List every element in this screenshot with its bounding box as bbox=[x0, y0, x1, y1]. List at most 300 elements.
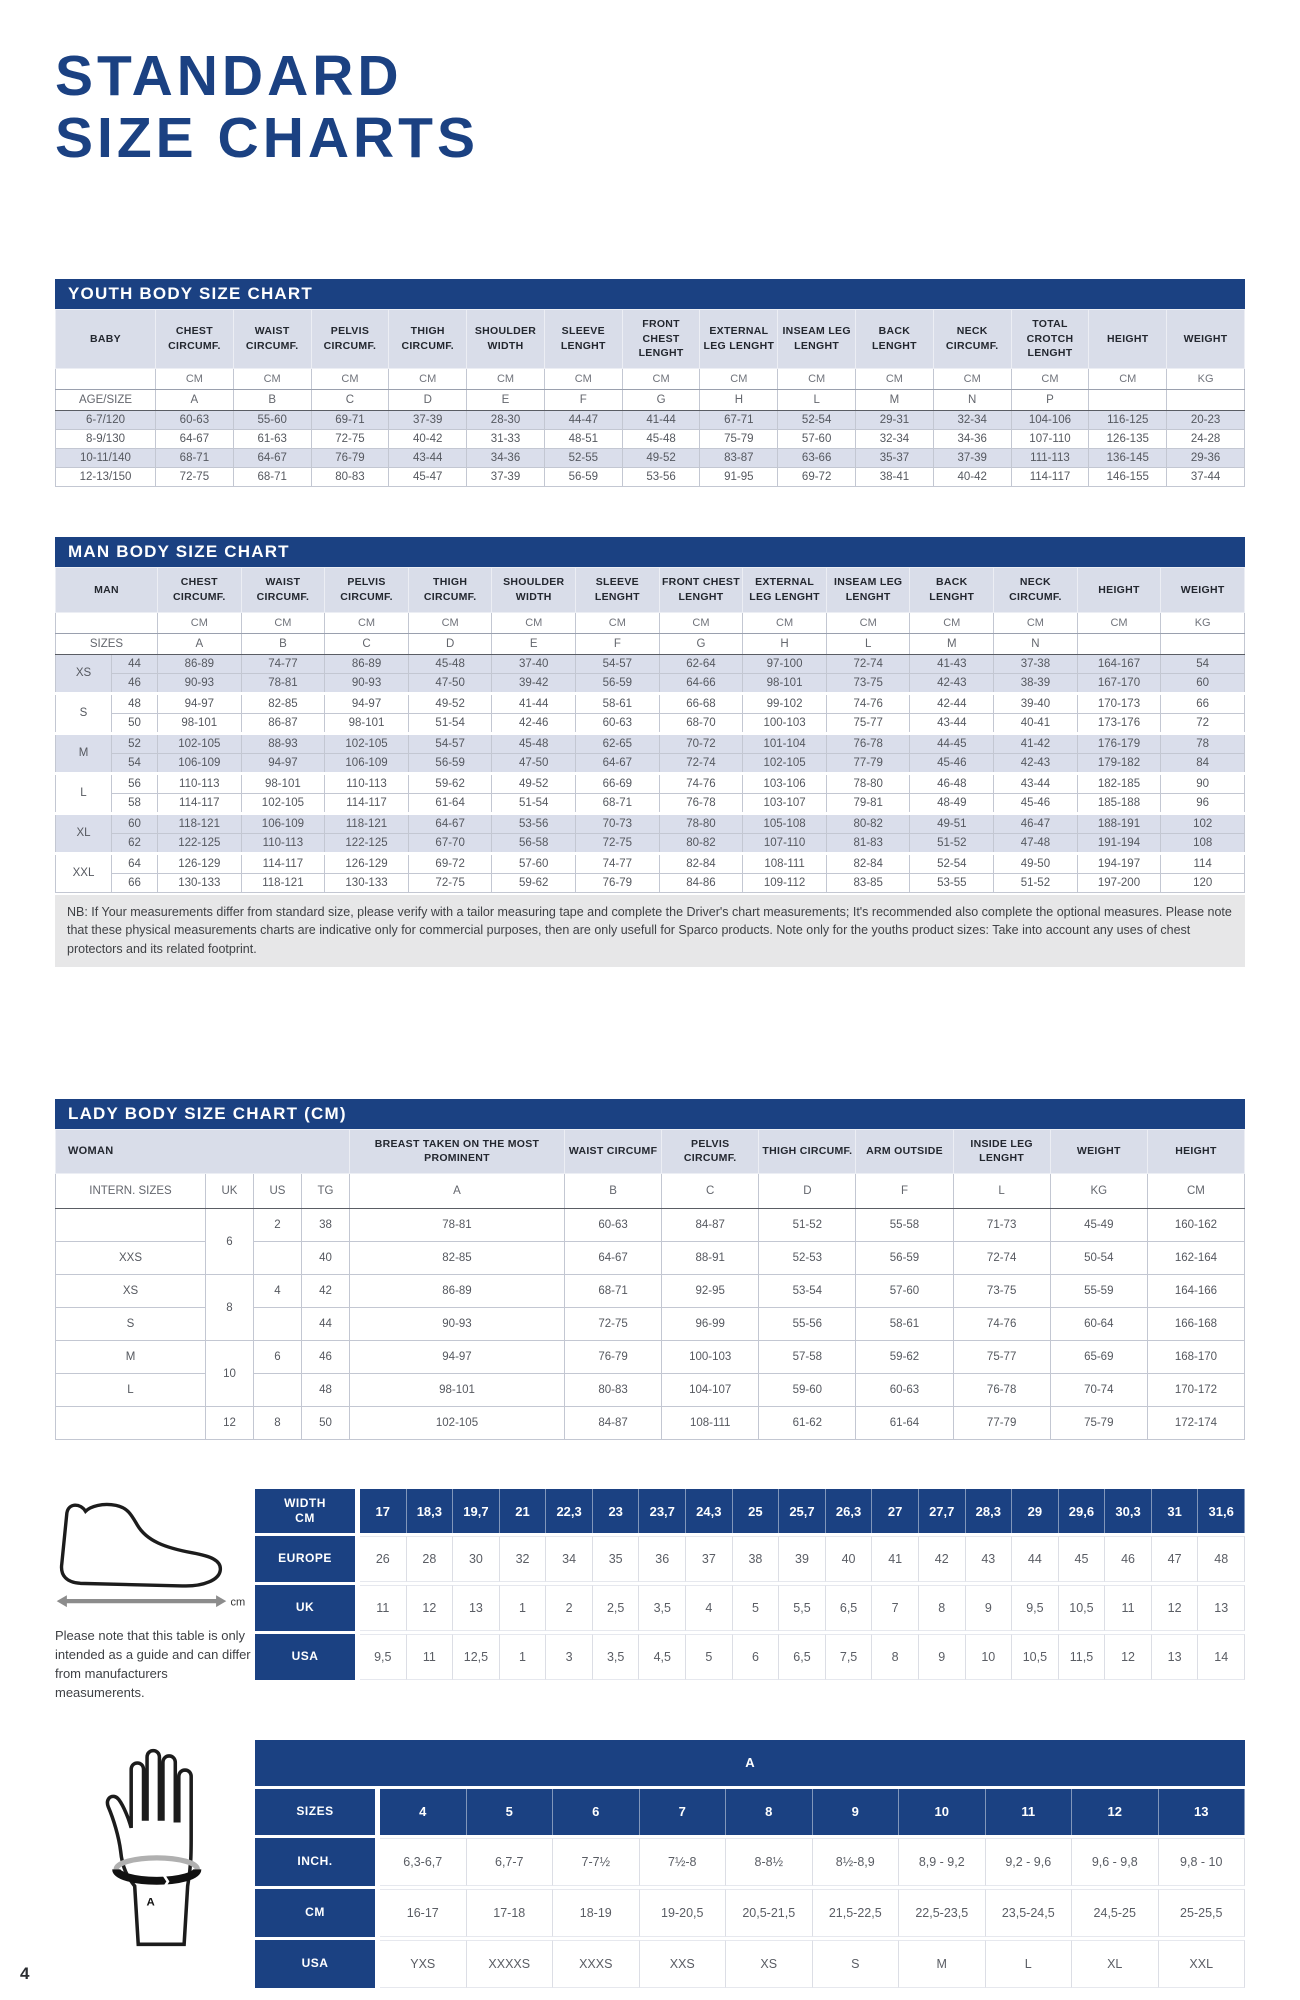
value-cell: 9 bbox=[813, 1789, 900, 1835]
value-cell: CM bbox=[233, 369, 311, 390]
value-cell: 45-49 bbox=[1050, 1209, 1147, 1242]
glove-art-block bbox=[55, 1737, 255, 1953]
page-title-line2: SIZE CHARTS bbox=[55, 105, 480, 170]
value-cell: 60-64 bbox=[1050, 1308, 1147, 1341]
value-cell: YXS bbox=[380, 1940, 467, 1988]
man-section-title: MAN BODY SIZE CHART bbox=[55, 537, 1245, 567]
value-cell: 68-71 bbox=[565, 1275, 662, 1308]
value-cell: 40 bbox=[826, 1536, 873, 1582]
value-cell: N bbox=[994, 633, 1078, 654]
value-cell: 45 bbox=[1059, 1536, 1106, 1582]
value-cell: 61-64 bbox=[856, 1407, 953, 1440]
value-cell: C bbox=[662, 1174, 759, 1209]
value-cell: 41-43 bbox=[910, 654, 994, 673]
column-header: INSIDE LEG LENGHT bbox=[953, 1129, 1050, 1173]
value-cell: 76-78 bbox=[826, 733, 910, 753]
value-cell: 11 bbox=[407, 1634, 454, 1680]
value-cell: 64-66 bbox=[659, 673, 743, 693]
value-cell: 55-58 bbox=[856, 1209, 953, 1242]
value-cell: H bbox=[700, 390, 778, 411]
value-cell: 24-28 bbox=[1167, 430, 1245, 449]
size-row bbox=[56, 693, 1245, 713]
value-cell: 83-87 bbox=[700, 449, 778, 468]
value-cell: 164-166 bbox=[1147, 1275, 1244, 1308]
value-cell: 48-51 bbox=[544, 430, 622, 449]
man-table-mount bbox=[55, 567, 1245, 892]
value-cell: 68-71 bbox=[233, 468, 311, 487]
column-header: WAIST CIRCUMF. bbox=[233, 310, 311, 369]
value-cell: 58 bbox=[112, 793, 158, 813]
column-header: EXTERNAL LEG LENGHT bbox=[743, 568, 827, 612]
value-cell: 42 bbox=[919, 1536, 966, 1582]
value-cell: 101-104 bbox=[743, 733, 827, 753]
value-cell: 19,7 bbox=[453, 1489, 500, 1533]
value-cell: 51-52 bbox=[994, 873, 1078, 892]
value-cell: 10,5 bbox=[1012, 1634, 1059, 1680]
value-cell: 11 bbox=[986, 1789, 1073, 1835]
column-header: PELVIS CIRCUMF. bbox=[311, 310, 389, 369]
value-cell: 79-81 bbox=[826, 793, 910, 813]
value-cell: 37-39 bbox=[389, 411, 467, 430]
value-cell: CM bbox=[743, 612, 827, 633]
value-cell: 53-54 bbox=[759, 1275, 856, 1308]
value-cell: 5,5 bbox=[779, 1585, 826, 1631]
value-cell: 136-145 bbox=[1089, 449, 1167, 468]
value-cell: 82-85 bbox=[350, 1242, 565, 1275]
letters-row bbox=[56, 1174, 1245, 1209]
lady-table-mount bbox=[55, 1129, 1245, 1440]
size-row bbox=[56, 773, 1245, 793]
size-row bbox=[56, 833, 1245, 853]
column-header: BABY bbox=[56, 310, 156, 369]
uk-size-cell: 12 bbox=[206, 1407, 254, 1440]
value-cell: 53-56 bbox=[622, 468, 700, 487]
value-cell: 173-176 bbox=[1077, 713, 1161, 733]
value-cell: 40-42 bbox=[389, 430, 467, 449]
value-cell: 39 bbox=[779, 1536, 826, 1582]
column-header: PELVIS CIRCUMF. bbox=[662, 1129, 759, 1173]
value-cell: 38 bbox=[733, 1536, 780, 1582]
value-cell: CM bbox=[778, 369, 856, 390]
value-cell: 48-49 bbox=[910, 793, 994, 813]
size-group-label: XL bbox=[56, 813, 112, 853]
youth-section bbox=[55, 279, 1245, 487]
value-cell: 37-40 bbox=[492, 654, 576, 673]
value-cell: 64-67 bbox=[565, 1242, 662, 1275]
value-cell: L bbox=[826, 633, 910, 654]
value-cell: 58-61 bbox=[576, 693, 660, 713]
size-row bbox=[56, 430, 1245, 449]
value-cell: 78 bbox=[1161, 733, 1245, 753]
value-cell: 35 bbox=[593, 1536, 640, 1582]
youth-table-mount bbox=[55, 309, 1245, 487]
value-cell: 74-76 bbox=[826, 693, 910, 713]
value-cell: XXS bbox=[640, 1940, 727, 1988]
value-cell: 9,8 - 10 bbox=[1159, 1838, 1246, 1886]
value-cell: 2 bbox=[254, 1209, 302, 1242]
size-group-label: XXL bbox=[56, 853, 112, 892]
value-cell: A bbox=[158, 633, 242, 654]
value-cell: 102-105 bbox=[241, 793, 325, 813]
column-header: WAIST CIRCUMF bbox=[565, 1129, 662, 1173]
value-cell: 22,3 bbox=[546, 1489, 593, 1533]
value-cell: 71-73 bbox=[953, 1209, 1050, 1242]
value-cell: UK bbox=[206, 1174, 254, 1209]
value-cell: 80-82 bbox=[826, 813, 910, 833]
value-cell: 43 bbox=[966, 1536, 1013, 1582]
column-header: WAIST CIRCUMF. bbox=[241, 568, 325, 612]
value-cell: 53-56 bbox=[492, 813, 576, 833]
value-cell: CM bbox=[933, 369, 1011, 390]
value-cell: 78-80 bbox=[826, 773, 910, 793]
value-cell: 94-97 bbox=[241, 753, 325, 773]
value-cell: 75-79 bbox=[700, 430, 778, 449]
value-cell: 84-86 bbox=[659, 873, 743, 892]
value-cell: 26,3 bbox=[826, 1489, 873, 1533]
value-cell: 6,5 bbox=[779, 1634, 826, 1680]
value-cell: 44-45 bbox=[910, 733, 994, 753]
size-row bbox=[255, 1585, 1245, 1631]
value-cell: 69-72 bbox=[778, 468, 856, 487]
value-cell: 78-81 bbox=[350, 1209, 565, 1242]
shoe-size-table bbox=[255, 1486, 1245, 1683]
value-cell: 122-125 bbox=[158, 833, 242, 853]
size-row bbox=[56, 1209, 1245, 1242]
value-cell: 90-93 bbox=[325, 673, 409, 693]
value-cell: KG bbox=[1161, 612, 1245, 633]
value-cell: CM bbox=[389, 369, 467, 390]
value-cell: 191-194 bbox=[1077, 833, 1161, 853]
value-cell: 2,5 bbox=[593, 1585, 640, 1631]
value-cell: 12 bbox=[1105, 1634, 1152, 1680]
value-cell: 32-34 bbox=[856, 430, 934, 449]
value-cell: 57-60 bbox=[856, 1275, 953, 1308]
value-cell: 75-79 bbox=[1050, 1407, 1147, 1440]
value-cell: 109-112 bbox=[743, 873, 827, 892]
value-cell: 6 bbox=[254, 1341, 302, 1374]
value-cell: 10,5 bbox=[1059, 1585, 1106, 1631]
value-cell: 29,6 bbox=[1059, 1489, 1106, 1533]
uk-size-cell: 10 bbox=[206, 1341, 254, 1407]
value-cell: 45-46 bbox=[994, 793, 1078, 813]
value-cell: 49-51 bbox=[910, 813, 994, 833]
value-cell: CM bbox=[241, 612, 325, 633]
value-cell: 100-103 bbox=[743, 713, 827, 733]
value-cell: 29-36 bbox=[1167, 449, 1245, 468]
value-cell: 44 bbox=[1012, 1536, 1059, 1582]
value-cell: 86-87 bbox=[241, 713, 325, 733]
value-cell: 6 bbox=[733, 1634, 780, 1680]
value-cell: 45-48 bbox=[408, 654, 492, 673]
value-cell: 44 bbox=[112, 654, 158, 673]
value-cell: 114 bbox=[1161, 853, 1245, 873]
value-cell: CM bbox=[311, 369, 389, 390]
value-cell: 60-63 bbox=[156, 411, 234, 430]
value-cell: 52 bbox=[112, 733, 158, 753]
shoe-outline-icon bbox=[55, 1492, 250, 1612]
value-cell: 43-44 bbox=[389, 449, 467, 468]
size-row bbox=[56, 1275, 1245, 1308]
value-cell: 103-107 bbox=[743, 793, 827, 813]
man-body-size-table bbox=[55, 567, 1245, 892]
value-cell: 3 bbox=[546, 1634, 593, 1680]
value-cell: 31,6 bbox=[1198, 1489, 1245, 1533]
column-header: INSEAM LEG LENGHT bbox=[778, 310, 856, 369]
value-cell: 8 bbox=[726, 1789, 813, 1835]
column-header: CHEST CIRCUMF. bbox=[158, 568, 242, 612]
value-cell: 38-39 bbox=[994, 673, 1078, 693]
value-cell: 49-52 bbox=[408, 693, 492, 713]
value-cell: 70-72 bbox=[659, 733, 743, 753]
value-cell: CM bbox=[467, 369, 545, 390]
value-cell: 162-164 bbox=[1147, 1242, 1244, 1275]
value-cell: 27 bbox=[872, 1489, 919, 1533]
page-title bbox=[55, 0, 1245, 169]
value-cell: 81-83 bbox=[826, 833, 910, 853]
value-cell: 146-155 bbox=[1089, 468, 1167, 487]
value-cell: M bbox=[910, 633, 994, 654]
value-cell: A bbox=[156, 390, 234, 411]
value-cell: 9,2 - 9,6 bbox=[986, 1838, 1073, 1886]
value-cell: 42-46 bbox=[492, 713, 576, 733]
value-cell: 114-117 bbox=[241, 853, 325, 873]
page-number: 4 bbox=[20, 1964, 30, 1983]
value-cell: 72-74 bbox=[826, 654, 910, 673]
value-cell bbox=[56, 612, 158, 633]
hand-measure-label: A bbox=[146, 1896, 155, 1909]
value-cell: 49-52 bbox=[622, 449, 700, 468]
value-cell: CM bbox=[492, 612, 576, 633]
size-row bbox=[56, 813, 1245, 833]
size-row bbox=[255, 1789, 1245, 1835]
header-row bbox=[56, 1129, 1245, 1173]
value-cell: 28-30 bbox=[467, 411, 545, 430]
value-cell: 25,7 bbox=[779, 1489, 826, 1533]
value-cell: M bbox=[899, 1940, 986, 1988]
value-cell: 46-48 bbox=[910, 773, 994, 793]
value-cell: 54-57 bbox=[408, 733, 492, 753]
header-row bbox=[56, 310, 1245, 369]
value-cell: 102-105 bbox=[350, 1407, 565, 1440]
value-cell: 80-83 bbox=[311, 468, 389, 487]
cm-arrow-label: cm bbox=[230, 1596, 246, 1609]
value-cell: 57-60 bbox=[492, 853, 576, 873]
value-cell: 46 bbox=[302, 1341, 350, 1374]
value-cell: CM bbox=[1089, 369, 1167, 390]
size-row bbox=[255, 1489, 1245, 1533]
value-cell: 8,9 - 9,2 bbox=[899, 1838, 986, 1886]
header-row bbox=[56, 568, 1245, 612]
value-cell: 73-75 bbox=[953, 1275, 1050, 1308]
value-cell: 11 bbox=[1105, 1585, 1152, 1631]
value-cell: 67-70 bbox=[408, 833, 492, 853]
value-cell bbox=[1077, 633, 1161, 654]
value-cell: 28 bbox=[407, 1536, 454, 1582]
value-cell: 167-170 bbox=[1077, 673, 1161, 693]
value-cell bbox=[254, 1374, 302, 1407]
value-cell: 41-42 bbox=[994, 733, 1078, 753]
value-cell: INTERN. SIZES bbox=[56, 1174, 206, 1209]
value-cell: 66 bbox=[1161, 693, 1245, 713]
value-cell: A bbox=[350, 1174, 565, 1209]
value-cell: 116-125 bbox=[1089, 411, 1167, 430]
value-cell: KG bbox=[1050, 1174, 1147, 1209]
column-header: EXTERNAL LEG LENGHT bbox=[700, 310, 778, 369]
value-cell: 47-50 bbox=[408, 673, 492, 693]
value-cell: 10 bbox=[966, 1634, 1013, 1680]
value-cell: 9 bbox=[966, 1585, 1013, 1631]
value-cell: 66 bbox=[112, 873, 158, 892]
value-cell: M bbox=[56, 1341, 206, 1374]
value-cell: 96 bbox=[1161, 793, 1245, 813]
value-cell: 65-69 bbox=[1050, 1341, 1147, 1374]
value-cell: 23 bbox=[593, 1489, 640, 1533]
value-cell: 43-44 bbox=[910, 713, 994, 733]
value-cell: 97-100 bbox=[743, 654, 827, 673]
size-row bbox=[56, 713, 1245, 733]
value-cell: 26 bbox=[360, 1536, 407, 1582]
value-cell: 107-110 bbox=[743, 833, 827, 853]
value-cell: L bbox=[986, 1940, 1073, 1988]
value-cell: N bbox=[933, 390, 1011, 411]
value-cell: 38-41 bbox=[856, 468, 934, 487]
value-cell: 86-89 bbox=[350, 1275, 565, 1308]
value-cell: 2 bbox=[546, 1585, 593, 1631]
value-cell: 46 bbox=[1105, 1536, 1152, 1582]
value-cell: 82-84 bbox=[826, 853, 910, 873]
value-cell: 64-67 bbox=[233, 449, 311, 468]
size-row bbox=[56, 873, 1245, 892]
value-cell: 108 bbox=[1161, 833, 1245, 853]
value-cell: 98-101 bbox=[241, 773, 325, 793]
value-cell: 4 bbox=[686, 1585, 733, 1631]
value-cell: KG bbox=[1167, 369, 1245, 390]
value-cell: L bbox=[953, 1174, 1050, 1209]
value-cell: 72 bbox=[1161, 713, 1245, 733]
column-header: HEIGHT bbox=[1147, 1129, 1244, 1173]
shoe-section bbox=[55, 1486, 1245, 1702]
value-cell: 42-44 bbox=[910, 693, 994, 713]
value-cell: 10 bbox=[899, 1789, 986, 1835]
column-header: HEIGHT bbox=[1077, 568, 1161, 612]
value-cell: 8 bbox=[872, 1634, 919, 1680]
value-cell: 170-173 bbox=[1077, 693, 1161, 713]
value-cell: 39-42 bbox=[492, 673, 576, 693]
value-cell: 114-117 bbox=[325, 793, 409, 813]
value-cell: 42 bbox=[302, 1275, 350, 1308]
value-cell: 72-75 bbox=[576, 833, 660, 853]
value-cell: 22,5-23,5 bbox=[899, 1889, 986, 1937]
value-cell bbox=[1089, 390, 1167, 411]
column-header: CHEST CIRCUMF. bbox=[156, 310, 234, 369]
value-cell: H bbox=[743, 633, 827, 654]
column-header: THIGH CIRCUMF. bbox=[389, 310, 467, 369]
value-cell: 94-97 bbox=[158, 693, 242, 713]
column-header: WOMAN bbox=[56, 1129, 350, 1173]
value-cell: CM bbox=[700, 369, 778, 390]
value-cell: 4 bbox=[380, 1789, 467, 1835]
size-row bbox=[255, 1940, 1245, 1988]
value-cell: 44-47 bbox=[544, 411, 622, 430]
value-cell: 179-182 bbox=[1077, 753, 1161, 773]
value-cell: C bbox=[311, 390, 389, 411]
value-cell: 110-113 bbox=[158, 773, 242, 793]
value-cell: 32-34 bbox=[933, 411, 1011, 430]
size-row bbox=[56, 853, 1245, 873]
value-cell: 4,5 bbox=[639, 1634, 686, 1680]
value-cell: 8 bbox=[254, 1407, 302, 1440]
value-cell: 170-172 bbox=[1147, 1374, 1244, 1407]
value-cell: D bbox=[759, 1174, 856, 1209]
value-cell: 51-52 bbox=[910, 833, 994, 853]
value-cell: 126-129 bbox=[158, 853, 242, 873]
value-cell: 5 bbox=[733, 1585, 780, 1631]
value-cell: 37-39 bbox=[467, 468, 545, 487]
value-cell: 59-60 bbox=[759, 1374, 856, 1407]
value-cell: 3,5 bbox=[593, 1634, 640, 1680]
value-cell: 54 bbox=[1161, 654, 1245, 673]
size-row bbox=[56, 468, 1245, 487]
value-cell: XXXXS bbox=[467, 1940, 554, 1988]
glove-section bbox=[55, 1737, 1245, 1991]
value-cell: 56 bbox=[112, 773, 158, 793]
value-cell: 23,7 bbox=[639, 1489, 686, 1533]
value-cell: 86-89 bbox=[158, 654, 242, 673]
value-cell: 30 bbox=[453, 1536, 500, 1582]
size-row bbox=[255, 1889, 1245, 1937]
value-cell: 68-70 bbox=[659, 713, 743, 733]
value-cell: 76-78 bbox=[659, 793, 743, 813]
value-cell: 31 bbox=[1152, 1489, 1199, 1533]
value-cell: 48 bbox=[1198, 1536, 1245, 1582]
value-cell: 43-44 bbox=[994, 773, 1078, 793]
value-cell: 75-77 bbox=[953, 1341, 1050, 1374]
value-cell: 35-37 bbox=[856, 449, 934, 468]
value-cell: S bbox=[56, 1308, 206, 1341]
column-header: HEIGHT bbox=[1089, 310, 1167, 369]
value-cell: 78-81 bbox=[241, 673, 325, 693]
value-cell: 18,3 bbox=[407, 1489, 454, 1533]
shoe-table-note: Please note that this table is only intended as a guide and can differ from manufacturers measumerents. bbox=[55, 1628, 251, 1700]
size-row bbox=[56, 1341, 1245, 1374]
value-cell: 105-108 bbox=[743, 813, 827, 833]
value-cell: 7 bbox=[872, 1585, 919, 1631]
size-row bbox=[255, 1634, 1245, 1680]
column-header: INSEAM LEG LENGHT bbox=[826, 568, 910, 612]
value-cell: 9,5 bbox=[1012, 1585, 1059, 1631]
column-header: SHOULDER WIDTH bbox=[467, 310, 545, 369]
value-cell: 41 bbox=[872, 1536, 919, 1582]
size-row bbox=[56, 1407, 1245, 1440]
value-cell: 64 bbox=[112, 853, 158, 873]
value-cell: 96-99 bbox=[662, 1308, 759, 1341]
value-cell: 45-46 bbox=[910, 753, 994, 773]
band-arrow-glyph: ❯ bbox=[161, 1874, 171, 1887]
value-cell: 61-63 bbox=[233, 430, 311, 449]
value-cell: 104-106 bbox=[1011, 411, 1089, 430]
column-header: SHOULDER WIDTH bbox=[492, 568, 576, 612]
youth-section-title: YOUTH BODY SIZE CHART bbox=[55, 279, 1245, 309]
column-header: TOTAL CROTCH LENGHT bbox=[1011, 310, 1089, 369]
column-header: BACK LENGHT bbox=[856, 310, 934, 369]
value-cell: XS bbox=[726, 1940, 813, 1988]
value-cell: CM bbox=[910, 612, 994, 633]
value-cell: 70-74 bbox=[1050, 1374, 1147, 1407]
value-cell: 63-66 bbox=[778, 449, 856, 468]
value-cell: 50 bbox=[112, 713, 158, 733]
value-cell: G bbox=[622, 390, 700, 411]
row-label: USA bbox=[255, 1940, 380, 1988]
